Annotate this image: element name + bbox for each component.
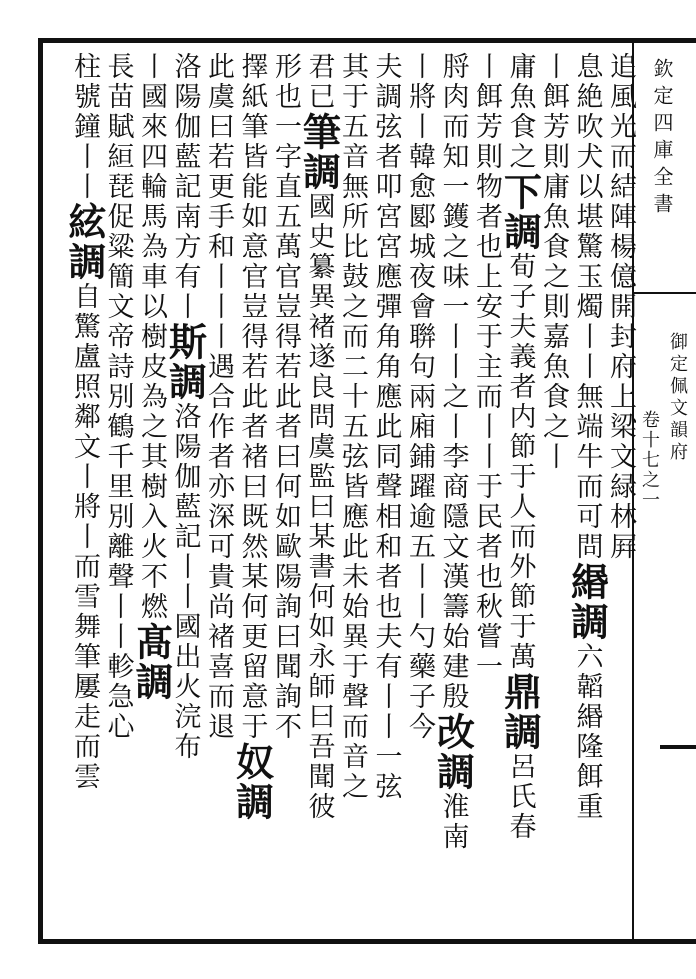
column-text: 丨餌芳則庸魚食之	[538, 52, 569, 292]
column-text: 脟肉而知一鑊之味一丨丨之丨李商隱文漢籌始建殷	[437, 52, 469, 712]
column-text: 庸魚食之	[504, 52, 536, 172]
column-text: 丨餌芳則	[471, 52, 502, 172]
column-text: 長苗賦絙琵促	[102, 52, 134, 232]
column-text: 國史纂異褚遂良問虞監曰某書何如永師曰吾聞彼	[303, 192, 335, 822]
column-text: 六韜緡隆餌重	[571, 642, 603, 822]
entry-heading: 斯調	[162, 322, 208, 402]
column-text: 此虞曰若更手和丨丨丨遇合作者亦深可貴尚褚喜而退	[203, 52, 234, 742]
column-text: 自驚盧照鄰文丨將丨而雪舞筆屢走而雲	[69, 282, 100, 792]
column-text: 洛陽伽藍記丨丨國出火浣布	[169, 402, 201, 762]
column-text: 無端牛而可問	[571, 382, 603, 562]
column-text: 洛陽伽藍記南方有丨	[169, 52, 201, 322]
column-text: 淮南	[437, 792, 469, 852]
column-text: 則嘉魚食之	[538, 292, 569, 442]
column-text: 夫調弦者叩宮宮應彈角角應此同聲相和者也夫有丨丨一弦	[370, 52, 402, 802]
entry-heading: 奴調	[229, 742, 275, 822]
column-text: 呂氏春	[504, 752, 536, 842]
column-text: 擇紙筆皆能如意官豈得若此者褚曰既然某何更留意于	[236, 52, 268, 742]
column-text: 君已	[303, 52, 335, 112]
column-text: 丨將丨韓愈郾城夜會聨句兩廂鋪躍逾五丨丨勺藥	[404, 52, 435, 682]
entry-heading: 絃調	[62, 202, 107, 282]
column-text: 物者也上安于主而丨丨于民者也	[471, 172, 502, 592]
entry-heading: 鼎調	[497, 672, 543, 752]
column-text: 丨丨	[571, 322, 603, 382]
column-text: 柱號鐘丨丨	[69, 52, 100, 202]
column-text: 形也	[270, 52, 301, 112]
volume-label: 卷十七之一	[639, 410, 660, 510]
column-text: 息絶吹犬以堪驚玉燭	[571, 52, 603, 322]
entry-heading: 下調	[497, 172, 543, 252]
text-column	[62, 52, 107, 792]
column-text: 粱簡文帝詩別鶴千里別離聲丨丨軫急心	[102, 232, 134, 742]
column-text: 追風光而結陣楊億開封府上梁文緑林屛	[605, 52, 636, 562]
entry-heading: 筆調	[296, 112, 342, 192]
column-text: 丨	[538, 442, 569, 472]
column-text: 荀子夫義者内節于人而外節于萬	[504, 252, 536, 672]
column-text: 丨國來四輪馬為車	[136, 52, 167, 292]
entry-heading: 緡調	[564, 562, 610, 642]
entry-heading: 髙調	[129, 622, 174, 702]
column-text: 秋嘗一	[471, 592, 502, 682]
column-text: 一字直五萬官豈得若此者曰何如歐陽詢曰聞詢不	[270, 112, 301, 742]
column-text: 以樹皮為之其樹入火不燃	[136, 292, 167, 622]
book-title: 欽定四庫全書	[650, 58, 674, 220]
column-text: 其于五音無所比鼓之而二十五弦皆應此未始異于聲而音之	[337, 52, 368, 802]
margin-mark	[660, 745, 696, 749]
book-subtitle: 御定佩文韻府	[667, 332, 688, 464]
header-rule	[632, 292, 696, 294]
entry-heading: 改調	[430, 712, 476, 792]
column-text: 子今	[404, 682, 435, 742]
